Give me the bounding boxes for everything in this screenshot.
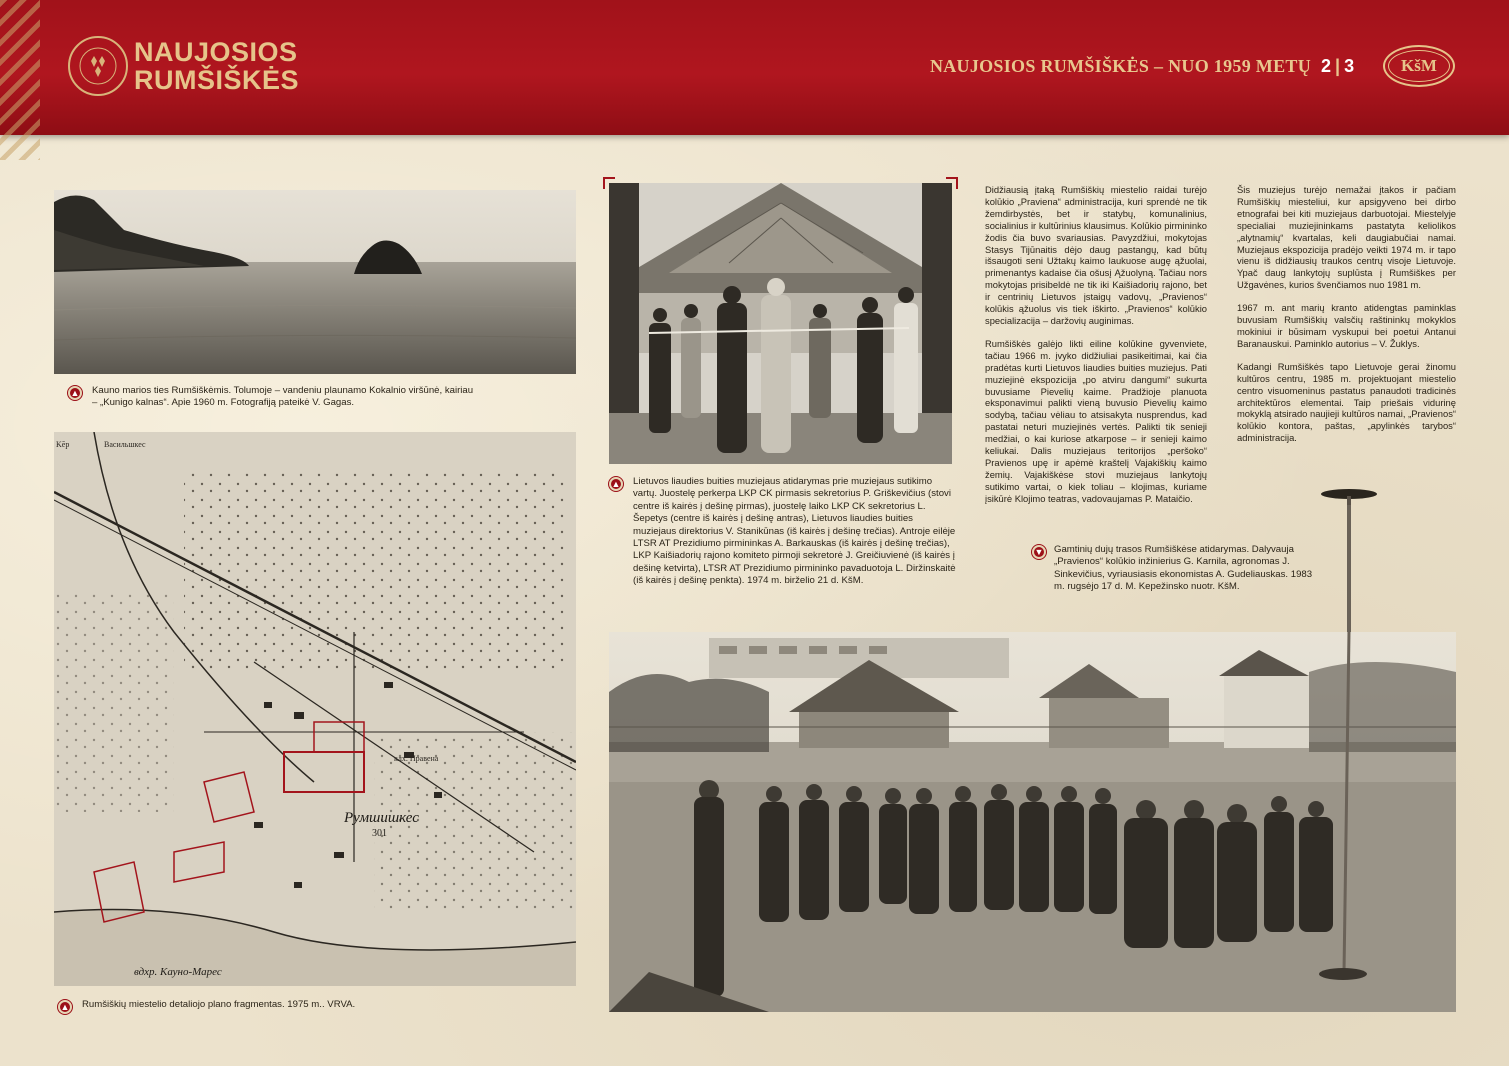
article-column-2 xyxy=(1237,184,1456,455)
partner-logo-text: KšM xyxy=(1401,56,1437,75)
lake-photo xyxy=(54,190,576,374)
kam-museum-logo-icon xyxy=(1383,45,1455,87)
map-label-corner: Kēp xyxy=(56,440,70,449)
museum-opening-photo xyxy=(609,183,952,464)
brand-wordmark xyxy=(134,38,299,94)
town-plan-map xyxy=(54,432,576,986)
article-paragraph: Rumšiškės galėjo likti eiline kolūkine gyvenviete, tačiau 1966 m. įvyko didžiuliai pasikeitimai, kai čia pradėtas kurti Lietuvos liaudies buities muziejus. Pati muziejinė ekspozicija „po atviru dangumi“ sukurta buvusiame Pievelių kaime. Pradžioje planuota eksponavimui palikti vieną buvusio Pievelių kaimo sodybą, tačiau vėliau to atsisakyta nusprendus, kad pastatai neturi muziejinės vertės. Palikti tik senieji medžiai, o kai kuriose atkarpose – ir senieji kaimo keliukai. Dalis muziejaus teritorijos „peršoko“ Pravienos upę ir apėmė kraštelį Vajakiškių kaimo žemių. Vajakiškėse stovi muziejaus lankytojų sutikimo vartai, o kiek toliau – klojimas, kuriame įsikūrė Klojimo teatras, vadovaujamas P. Mataičio. xyxy=(985,337,1207,504)
rumsiskes-crest-icon xyxy=(68,36,128,96)
page-left-number: 2 xyxy=(1321,56,1332,76)
article-paragraph: Šis muziejus turėjo nemažai įtakos ir pačiam Rumšiškių miesteliui, kur apsigyveno bei dirbo etnografai bei kiti muziejaus darbuotojai. Miestelyje specialiai muziejininkams pastatyta keliolikos „alytnamių“ kvartalas, keli daugiabučiai namai. Muziejaus ekspozicija pradėjo veikti 1974 m. ir tapo vienu iš didžiausių traukos centrų visoje Lietuvoje. Ypač daug lankytojų suplūsta į Rumšiškes per Užgavėnes, kurios švenčiamos nuo 1981 m. xyxy=(1237,184,1456,291)
map-caption xyxy=(58,999,478,1011)
arrow-up-icon: ▲ xyxy=(68,386,82,400)
page-header xyxy=(0,0,1509,135)
article-paragraph: Kadangi Rumšiškės tapo Lietuvoje gerai žinomu kultūros centru, 1985 m. projektuojant miestelio centro visuomeninus pastatus panaudoti tradicinės architektūros elementai. Taip priešais vidurinę mokyklą atsirado naujieji kultūros namai, „Pravienos“ kolūkio kontora, paštas, „apylinkės tarybos“ administracija. xyxy=(1237,360,1456,444)
arrow-up-icon: ▲ xyxy=(609,477,623,491)
logo-ring xyxy=(1388,50,1450,82)
arrow-up-icon: ▲ xyxy=(58,1000,72,1014)
page-right-number: 3 xyxy=(1344,56,1355,76)
arrow-down-icon: ▼ xyxy=(1032,545,1046,559)
gas-caption xyxy=(1032,544,1322,594)
map-label-town-code: 301 xyxy=(372,828,387,839)
page-title: NAUJOSIOS RUMŠIŠKĖS – NUO 1959 METŲ xyxy=(929,56,1311,76)
brand-line-1: NAUJOSIOS xyxy=(134,37,298,67)
map-caption-text: Rumšiškių miestelio detaliojo plano fragmentas. 1975 m.. VRVA. xyxy=(82,999,356,1010)
page-numbers xyxy=(1321,56,1354,77)
lamp-pole xyxy=(1347,505,1351,632)
map-label-kolkhoz: клх. Правена xyxy=(394,754,439,763)
map-label-town: Румшишкес xyxy=(344,810,419,826)
map-label-village: Васильшкес xyxy=(104,440,146,449)
lake-caption-text: Kauno marios ties Rumšiškėmis. Tolumoje – vandeniu plaunamo Kokalnio viršūnė, kairiau – „Kunigo kalnas“. Apie 1960 m. Fotografiją pateikė V. Gagas. xyxy=(92,385,474,409)
article-paragraph: Didžiausią įtaką Rumšiškių miestelio raidai turėjo kolūkio „Praviena“ administracija, kuri sprendė ne tik žemdirbystės, bet ir statybų, komunalinius, socialinius ir kultūrinius klausimus. Kolūkio pirmininko žodis čia buvo svariausias. Pavyzdžiui, mokytojas Stasys Tijūnaitis dėjo daug pastangų, kad būtų išsaugoti seni Užtakų kaimo laukuose augę ąžuolai, primenantys kadaise čia ošusį Ąžuolyną. Tačiau nors mokytojas prisibeldė ne tik iki Kaišiadorių rajono, bet ir centrinių Lietuvos įstaigų vadovų, „Pravienos“ kolūkis ąžuolus vis tiek iškirto. „Pravienos“ kolūkio specializacija – daržovių auginimas. xyxy=(985,184,1207,326)
museum-caption xyxy=(609,476,957,588)
gas-pipeline-opening-photo xyxy=(609,632,1456,1012)
page-separator: | xyxy=(1335,56,1341,76)
brand-line-2: RUMŠIŠKĖS xyxy=(134,65,300,95)
map-label-reservoir: вдхр. Кауно-Марес xyxy=(134,966,222,978)
lake-caption xyxy=(68,385,478,410)
decorative-stripes xyxy=(0,0,40,160)
museum-caption-text: Lietuvos liaudies buities muziejaus atidarymas prie muziejaus sutikimo vartų. Juostelę perkerpa LKP CK pirmasis sekretorius P. Griškevičius (stovi centre iš kairės į dešinę pirmas), juostelę laiko LKP CK sekretorius L. Šepetys (centre iš kairės į dešinę antras), Lietuvos liaudies buities muziejaus direktorius V. Stanikūnas (iš kairės į dešinę trečias). Antroje eilėje LTSR AT Prezidiumo pirmininkas A. Barkauskas (iš kairės į dešinę trečias), LKP Kaišiadorių rajono komiteto pirmoji sekretorė J. Greičiuvienė (iš kairės į dešinę ketvirta), LTSR AT Prezidiumo pirmininko pavaduotoja L. Diržinskaitė (iš kairės į dešinę penkta). 1974 m. birželio 21 d. KšM. xyxy=(633,476,956,587)
gas-caption-text: Gamtinių dujų trasos Rumšiškėse atidarymas. Dalyvauja „Pravienos“ kolūkio inžinierius G. Karnila, agronomas J. Sinkevičius, vyriausiasis ekonomistas A. Gudeliauskas. 1983 m. rugsėjo 17 d. M. Kepežinsko nuotr. KšM. xyxy=(1054,544,1313,593)
article-column-1 xyxy=(985,184,1207,516)
article-paragraph: 1967 m. ant marių kranto atidengtas paminklas buvusiam Rumšiškių valsčių raštininkų mokyklos mokiniui ir būsimam vyskupui bei poetui Antanui Baranauskui. Paminklo autorius – V. Žuklys. xyxy=(1237,302,1456,349)
